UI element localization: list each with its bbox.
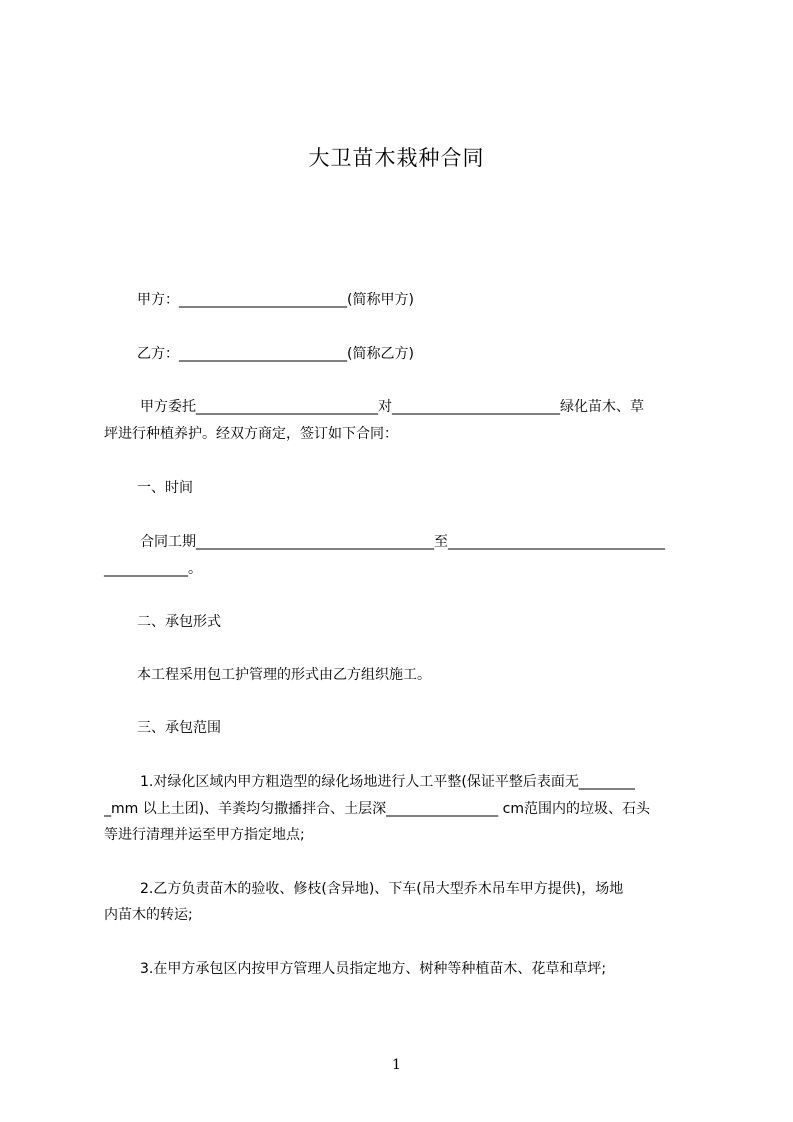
entrust-line-2: 坪进行种植养护。经双方商定，签订如下合同：	[104, 426, 398, 442]
contract-term-line-2: ____________。	[104, 561, 202, 577]
contract-form-text: 本工程采用包工护管理的形式由乙方组织施工。	[137, 667, 431, 683]
scope-item-2-line-1: 2.乙方负责苗木的验收、修枝(含异地)、下车(吊大型乔木吊车甲方提供)，场地	[140, 881, 624, 897]
scope-item-1-line-3: 等进行清理并运至甲方指定地点;	[104, 827, 305, 843]
contract-term-line-1: 合同工期__________________________________至_______________________________	[140, 534, 665, 550]
section-heading-contract-form: 二、承包形式	[137, 614, 221, 630]
document-title: 大卫苗木栽种合同	[308, 146, 485, 170]
page-number: 1	[392, 1057, 401, 1073]
party-b-line: 乙方：________________________(简称乙方)	[137, 346, 414, 362]
entrust-line-1: 甲方委托__________________________对________________________绿化苗木、草	[140, 399, 644, 415]
party-a-line: 甲方：________________________(简称甲方)	[137, 292, 414, 308]
scope-item-3-line-1: 3.在甲方承包区内按甲方管理人员指定地方、树种等种植苗木、花草和草坪;	[140, 961, 607, 977]
scope-item-1-line-2: _mm 以上土团)、羊粪均匀撒播拌合、土层深________________ cm范围内的垃圾、石头	[104, 801, 650, 817]
section-heading-scope: 三、承包范围	[137, 720, 221, 736]
scope-item-2-line-2: 内苗木的转运;	[104, 907, 193, 923]
scope-item-1-line-1: 1.对绿化区域内甲方粗造型的绿化场地进行人工平整(保证平整后表面无________	[140, 774, 635, 790]
section-heading-time: 一、时间	[137, 480, 193, 496]
